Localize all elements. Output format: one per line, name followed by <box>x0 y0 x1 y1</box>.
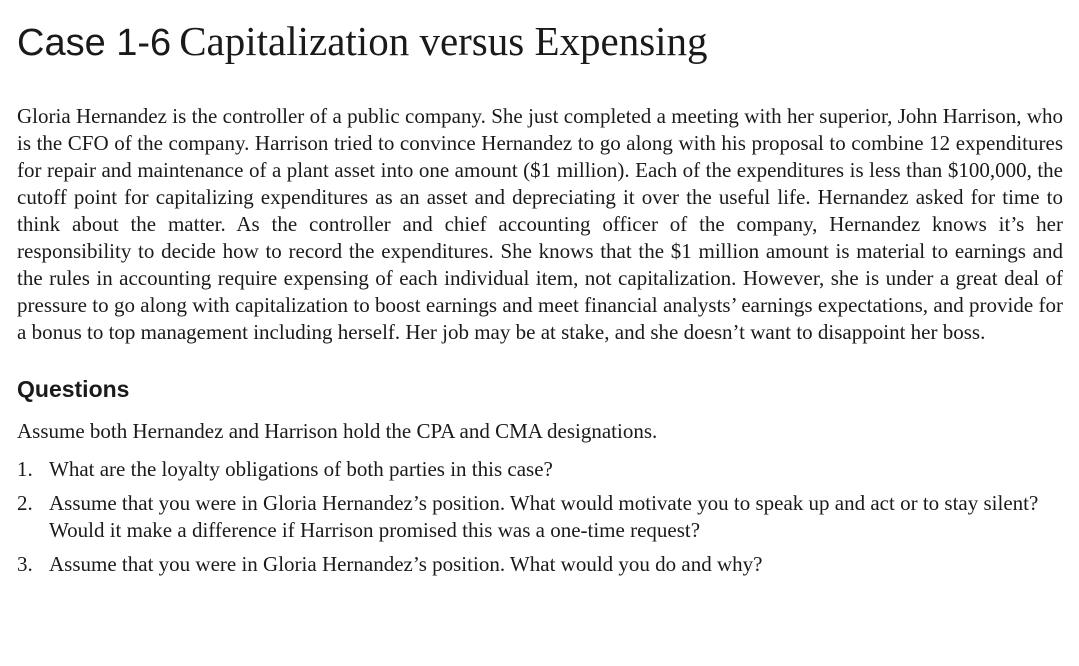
question-text: Assume that you were in Gloria Hernandez’s position. What would motivate you to speak up and act or to stay silent? Would it make a difference if Harrison promised this was a one-time request? <box>49 491 1039 542</box>
question-number: 1. <box>17 457 33 481</box>
case-body-paragraph: Gloria Hernandez is the controller of a public company. She just completed a meeting with her superior, John Harrison, who is the CFO of the company. Harrison tried to convince Hernandez to go along with his proposal to combine 12 expenditures for repair and maintenance of a plant asset into one amount ($1 million). Each of the expenditures is less than $100,000, the cutoff point for capitalizing expenditures as an asset and depreciating it over the useful life. Hernandez asked for time to think about the matter. As the controller and chief accounting officer of the company, Hernandez knows it’s her responsibility to decide how to record the expenditures. She knows that the $1 million amount is material to earnings and the rules in accounting require expensing of each individual item, not capitalization. However, she is under a great deal of pressure to go along with capitalization to boost earnings and meet financial analysts’ earnings expectations, and provide for a bonus to top management including herself. Her job may be at stake, and she doesn’t want to disappoint her boss. <box>17 104 1063 344</box>
case-number-label: Case 1-6 <box>17 22 172 64</box>
questions-heading: Questions <box>17 376 130 402</box>
case-title <box>17 0 1063 65</box>
question-number: 2. <box>17 491 33 515</box>
case-page <box>17 0 1063 585</box>
case-title-text: Capitalization versus Expensing <box>179 18 708 64</box>
questions-intro: Assume both Hernandez and Harrison hold the CPA and CMA designations. <box>17 419 658 443</box>
question-text: What are the loyalty obligations of both parties in this case? <box>49 457 553 481</box>
question-text: Assume that you were in Gloria Hernandez’s position. What would you do and why? <box>49 552 763 576</box>
question-number: 3. <box>17 552 33 576</box>
question-item <box>17 490 1063 544</box>
question-item <box>17 456 1063 483</box>
question-list <box>17 456 1063 578</box>
question-item <box>17 551 1063 578</box>
